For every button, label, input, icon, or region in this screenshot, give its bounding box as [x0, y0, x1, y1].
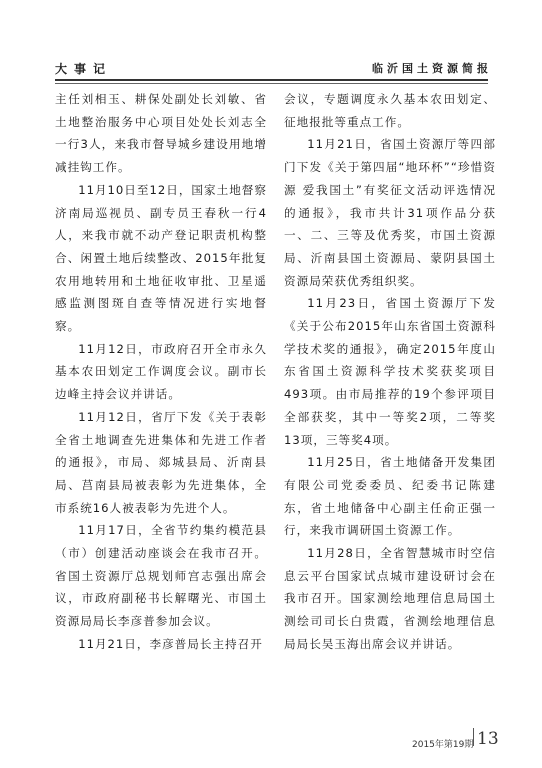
paragraph: 11月23日，省国土资源厅下发《关于公布2015年山东省国土资源科学技术奖的通报》，确定2015年度山东省国土资源科学技术奖获奖项目493项。由市局推荐的19个参评项目全部获奖，其中一等奖2项，二等奖13项，三等奖4项。 — [284, 296, 496, 447]
section-title: 大事记 — [55, 62, 113, 76]
issue-label: 2015年第19期 — [412, 740, 474, 750]
paragraph: 11月21日，省国土资源厅等四部门下发《关于第四届“地环杯”“珍惜资源 爱我国土”有奖征文活动评选情况的通报》，我市共计31项作品分获一、二、三等及优秀奖，市国土资源局、沂南县国土资源局、蒙阴县国土资源局荣获优秀组织奖。 — [284, 137, 496, 288]
paragraph: 11月17日，全省节约集约模范县（市）创建活动座谈会在我市召开。省国土资源厅总规划师宫志强出席会议，市政府副秘书长解曙光、市国土资源局局长李彦普参加会议。 — [55, 523, 267, 629]
page-number: 13 — [477, 729, 499, 749]
paragraph: 11月25日，省土地储备开发集团有限公司党委委员、纪委书记陈建东，省土地储备中心副主任俞正强一行，来我市调研国土资源工作。 — [284, 455, 496, 538]
paragraph: 11月28日，全省智慧城市时空信息云平台国家试点城市建设研讨会在我市召开。国家测绘地理信息局国土测绘司司长白贵霞，省测绘地理信息局局长吴玉海出席会议并讲话。 — [284, 546, 496, 651]
paragraph: 11月10日至12日，国家土地督察济南局巡视员、副专员王春秋一行4人，来我市就不动产登记职责机构整合、闲置土地后续整改、2015年批复农用地转用和土地征收审批、卫星遥感监测图斑自查等情况进行实地督察。 — [55, 182, 267, 334]
header-rule-thin — [55, 83, 488, 84]
paragraph: 11月12日，省厅下发《关于表彰全省土地调查先进集体和先进工作者的通报》，市局、郯城县局、沂南县局、莒南县局被表彰为先进集体，全市系统16人被表彰为先进个人。 — [55, 409, 267, 515]
header-rule — [55, 79, 488, 81]
paragraph: 11月21日，李彦普局长主持召开 — [78, 636, 263, 651]
left-column — [55, 88, 267, 656]
right-column — [284, 88, 496, 656]
paragraph: 会议，专题调度永久基本农田划定、征地报批等重点工作。 — [284, 92, 496, 129]
footer-divider — [473, 728, 474, 746]
paragraph: 主任刘相玉、耕保处副处长刘敏、省土地整治服务中心项目处处长刘志全一行3人，来我市督导城乡建设用地增减挂钩工作。 — [55, 92, 267, 175]
publication-title: 临沂国土资源简报 — [372, 62, 492, 75]
paragraph: 11月12日，市政府召开全市永久基本农田划定工作调度会议。副市长边峰主持会议并讲话。 — [55, 341, 267, 402]
